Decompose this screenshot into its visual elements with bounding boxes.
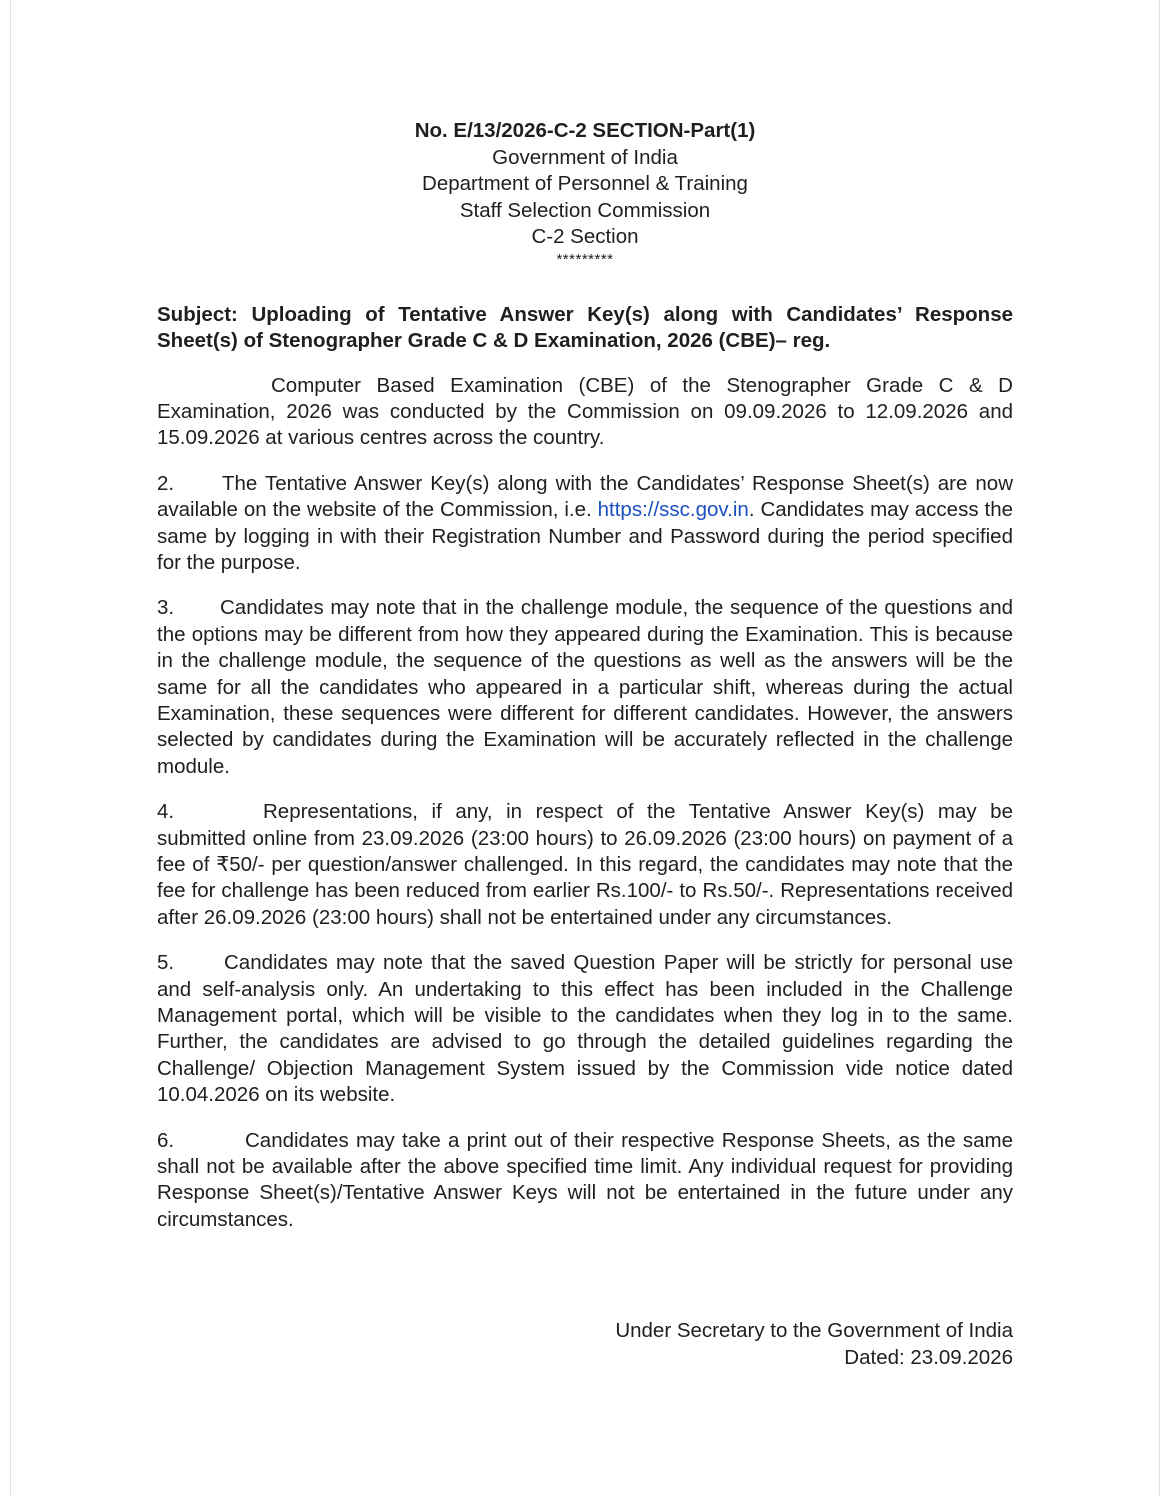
paragraph-6-number: 6.: [157, 1128, 175, 1152]
paragraph-4: [157, 799, 1013, 931]
paragraph-3-number: 3.: [157, 596, 175, 620]
paragraph-3: [157, 595, 1013, 780]
paragraph-4-text: Representations, if any, in respect of the Tentative Answer Key(s) may be submitted online from 23.09.2026 (23:00 hours) to 26.09.2026 (23:00 hours) on payment of a fee of ₹50/- per question/answer challenged. In this regard, the candidates may note that the fee for challenge has been reduced from earlier Rs.100/- to Rs.50/-. Representations received after 26.09.2026 (23:00 hours) shall not be entertained under any circumstances.: [157, 800, 1013, 929]
paragraph-5-number: 5.: [157, 951, 175, 975]
header-department: Department of Personnel & Training: [422, 172, 748, 195]
signatory-designation: Under Secretary to the Government of India: [615, 1319, 1013, 1342]
document-content: [157, 118, 1013, 1369]
paragraph-6: [157, 1128, 1013, 1234]
paragraph-2: [157, 471, 1013, 577]
reference-number: No. E/13/2026-C-2 SECTION-Part(1): [414, 119, 756, 142]
paragraph-5: [157, 950, 1013, 1108]
signature-block: [615, 1318, 1013, 1371]
header-commission: Staff Selection Commission: [459, 198, 711, 222]
document-page: [10, 0, 1160, 1497]
paragraph-2-text-b: . Candidates may access the same by logging in with their Registration Number and Password during the period specified for the purpose.: [157, 498, 1013, 574]
subject-line: Subject: Uploading of Tentative Answer Key(s) along with Candidates’ Response Sheet(s) of Stenographer Grade C & D Examination, 2026 (CBE)– reg.: [157, 302, 1013, 352]
paragraph-2-number: 2.: [157, 471, 175, 495]
paragraph-4-number: 4.: [157, 800, 175, 824]
paragraph-2-text-a: The Tentative Answer Key(s) along with the Candidates’ Response Sheet(s) are now available on the website of the Commission, i.e.: [157, 471, 1013, 522]
paragraph-5-text: Candidates may note that the saved Question Paper will be strictly for personal use and self-analysis only. An undertaking to this effect has been included in the Challenge Management portal, which will be visible to the candidates when they log in to the same. Further, the candidates are advised to go through the detailed guidelines regarding the Challenge/ Objection Management System issued by the Commission vide notice dated 10.04.2026 on its website.: [157, 951, 1013, 1107]
header-separator: *********: [556, 250, 614, 268]
signature-date: Dated: 23.09.2026: [844, 1345, 1013, 1369]
paragraph-1: Computer Based Examination (CBE) of the Stenographer Grade C & D Examination, 2026 was conducted by the Commission on 09.09.2026 to 12.09.2026 and 15.09.2026 at various centres across the country.: [157, 373, 1013, 450]
paragraph-3-text: Candidates may note that in the challenge module, the sequence of the questions and the options may be different from how they appeared during the Examination. This is because in the challenge module, the sequence of the questions as well as the answers will be the same for all the candidates who appeared in a particular shift, whereas during the actual Examination, these sequences were different for different candidates. However, the answers selected by candidates during the Examination will be accurately reflected in the challenge module.: [157, 596, 1013, 778]
header-section: C-2 Section: [531, 225, 639, 248]
document-header: [157, 118, 1013, 251]
ssc-website-link[interactable]: https://ssc.gov.in: [597, 498, 749, 522]
paragraph-6-text: Candidates may take a print out of their respective Response Sheets, as the same shall not be available after the above specified time limit. Any individual request for providing Response Sheet(s)/Tentative Answer Keys will not be entertained in the future under any circumstances.: [157, 1128, 1013, 1231]
header-government: Government of India: [492, 145, 678, 169]
